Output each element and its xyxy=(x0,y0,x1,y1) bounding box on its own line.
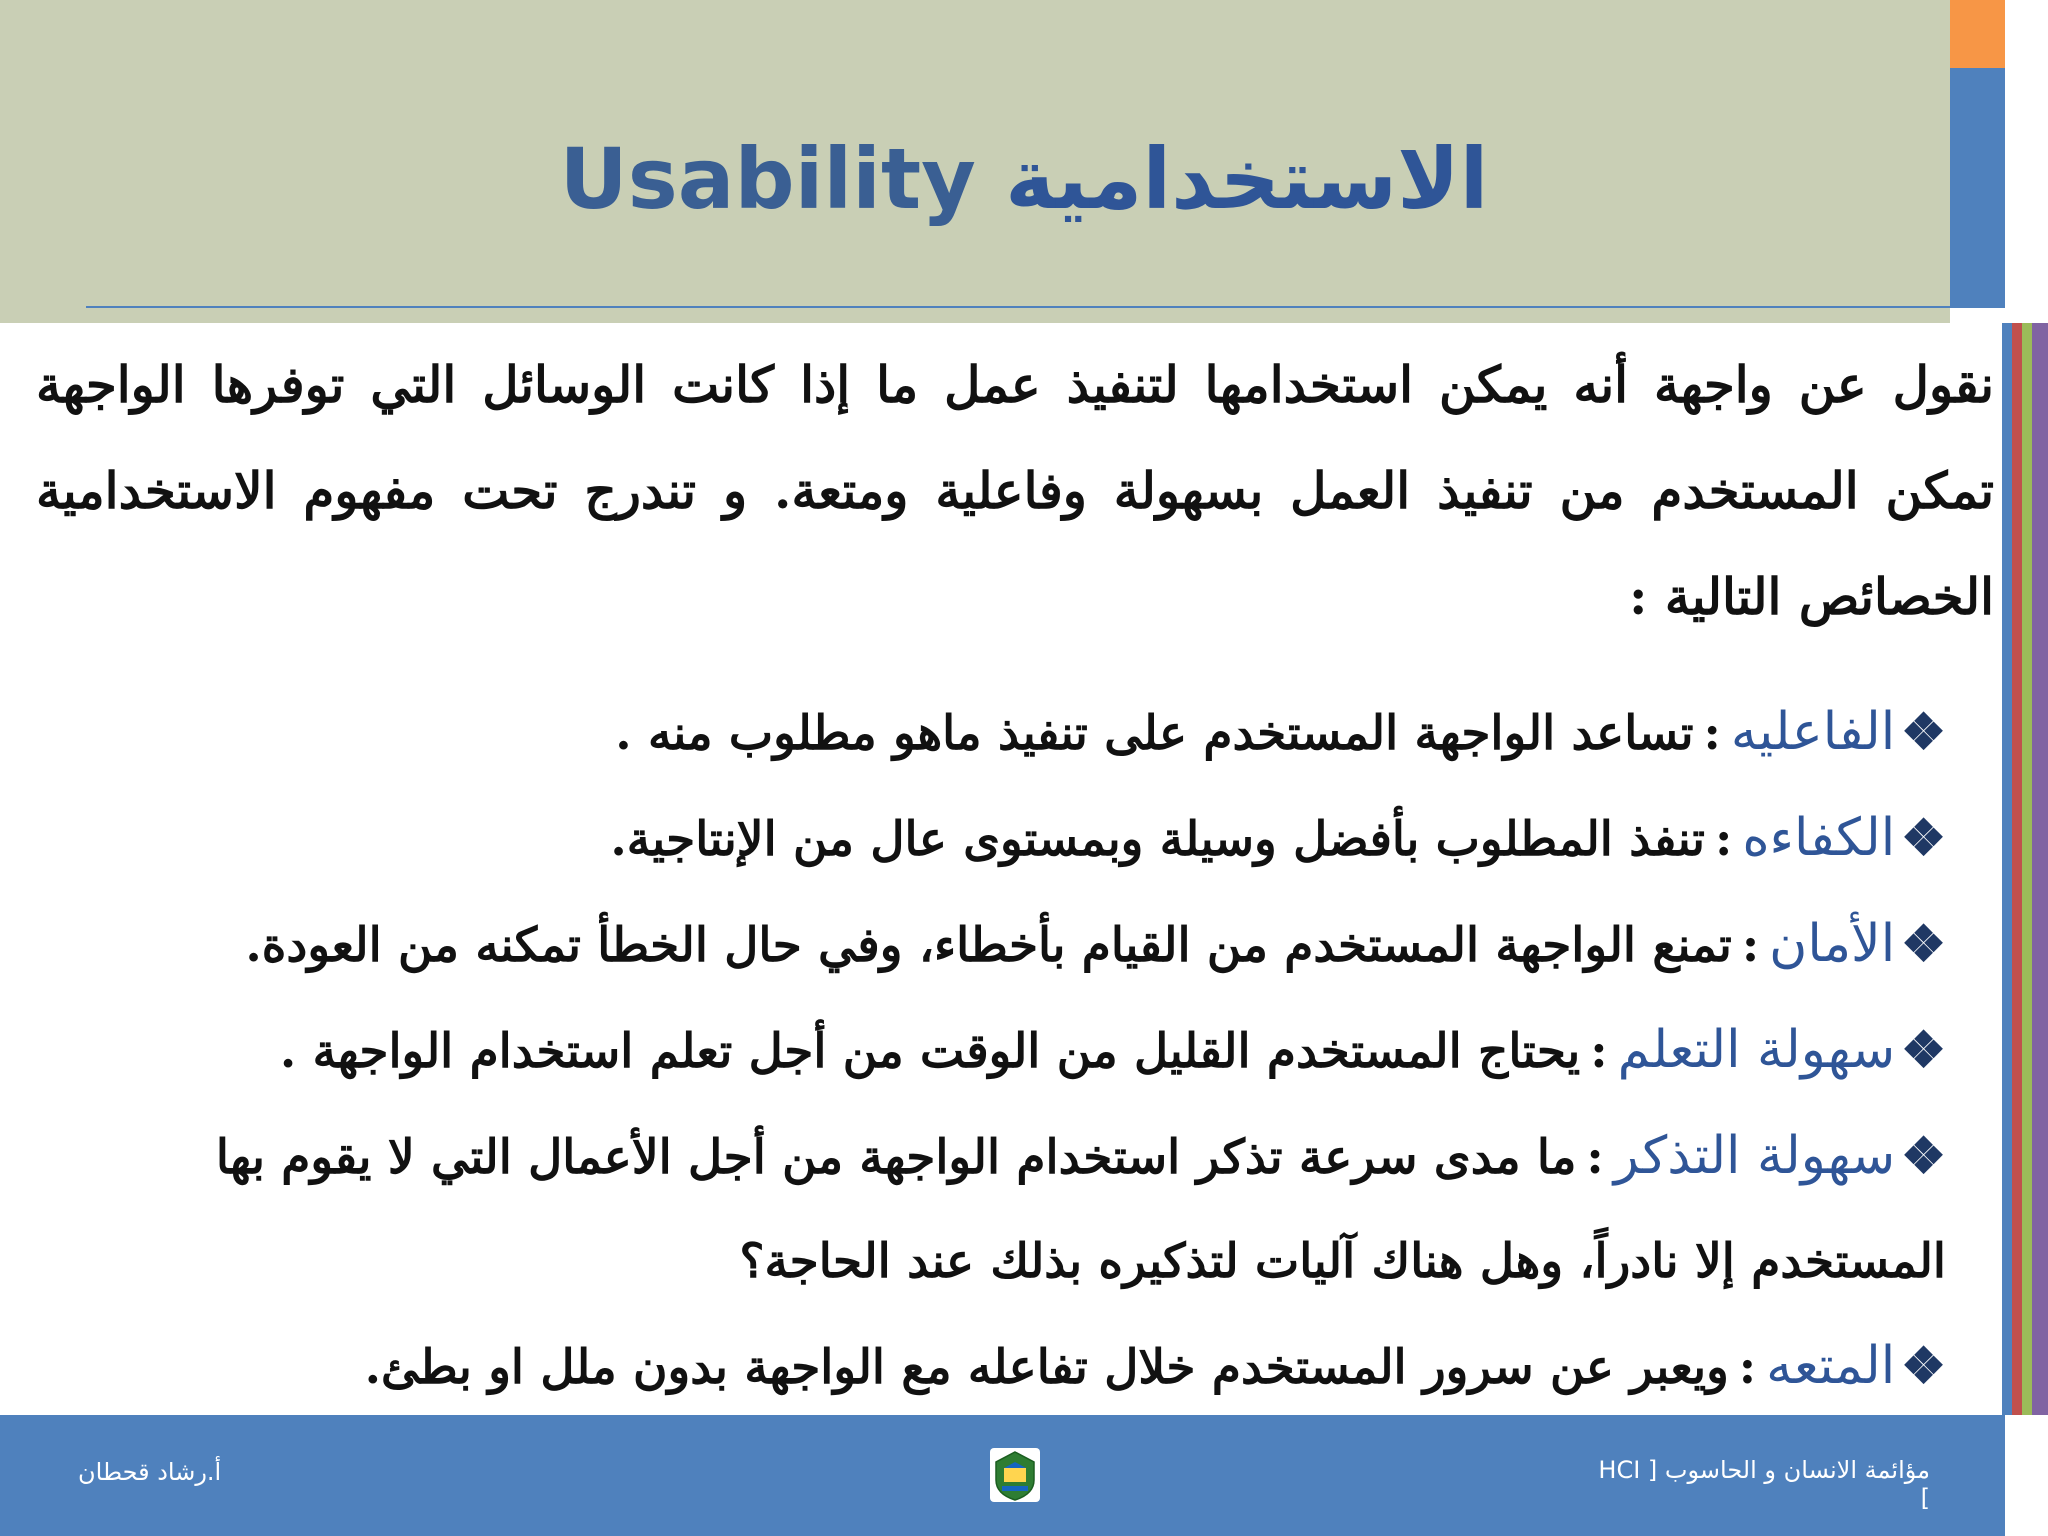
property-term: سهولة التذكر xyxy=(1613,1126,1896,1186)
side-stripe-blue xyxy=(2002,323,2012,1415)
header-divider xyxy=(86,306,1950,308)
term-separator: : xyxy=(1703,706,1721,761)
property-term: الأمان xyxy=(1769,914,1896,974)
property-description: ويعبر عن سرور المستخدم خلال تفاعله مع الواجهة بدون ملل او بطئ. xyxy=(364,1340,1729,1395)
slide-title-english: Usability xyxy=(559,130,976,228)
side-stripe-red xyxy=(2012,323,2022,1415)
term-separator: : xyxy=(1738,1340,1757,1395)
diamond-bullet-icon: ❖ xyxy=(1901,914,1946,973)
property-term: الفاعليه xyxy=(1730,702,1896,762)
footer-author: أ.رشاد قحطان xyxy=(78,1458,222,1486)
diamond-bullet-icon: ❖ xyxy=(1901,808,1946,867)
property-term: المتعه xyxy=(1766,1336,1896,1396)
property-description: تنفذ المطلوب بأفضل وسيلة وبمستوى عال من الإنتاجية. xyxy=(610,812,1705,867)
diamond-bullet-icon: ❖ xyxy=(1901,1020,1946,1079)
side-stripe-green xyxy=(2022,323,2032,1415)
property-description: تمنع الواجهة المستخدم من القيام بأخطاء، وفي حال الخطأ تمكنه من العودة. xyxy=(245,918,1732,973)
diamond-bullet-icon: ❖ xyxy=(1901,702,1946,761)
list-item xyxy=(36,892,1946,998)
accent-bar-orange xyxy=(1950,0,2005,68)
list-item xyxy=(36,1314,1946,1420)
usability-properties-list xyxy=(36,680,1946,1420)
diamond-bullet-icon: ❖ xyxy=(1901,1126,1946,1185)
property-term: سهولة التعلم xyxy=(1617,1020,1896,1080)
term-separator: : xyxy=(1741,918,1760,973)
term-separator: : xyxy=(1586,1130,1604,1185)
slide-title-arabic: الاستخدامية xyxy=(1005,130,1489,228)
university-logo-icon xyxy=(988,1446,1042,1504)
footer-course-title: مؤائمة الانسان و الحاسوب [ HCI ] xyxy=(1598,1456,1930,1512)
intro-paragraph: نقول عن واجهة أنه يمكن استخدامها لتنفيذ عمل ما إذا كانت الوسائل التي توفرها الواجهة تمكن المستخدم من تنفيذ العمل بسهولة وفاعلية ومتعة. و تندرج تحت مفهوم الاستخدامية الخصائص التالية : xyxy=(36,355,1994,626)
list-item xyxy=(36,786,1946,892)
term-separator: : xyxy=(1590,1024,1608,1079)
term-separator: : xyxy=(1714,812,1733,867)
property-description: يحتاج المستخدم القليل من الوقت من أجل تعلم استخدام الواجهة . xyxy=(279,1024,1581,1079)
property-term: الكفاءه xyxy=(1742,808,1896,868)
diamond-bullet-icon: ❖ xyxy=(1901,1336,1946,1395)
side-stripe-purple xyxy=(2032,323,2048,1415)
property-description: تساعد الواجهة المستخدم على تنفيذ ماهو مطلوب منه . xyxy=(615,706,1694,761)
slide-title xyxy=(0,130,2048,228)
list-item xyxy=(36,1104,1946,1314)
list-item xyxy=(36,998,1946,1104)
property-description: ما مدى سرعة تذكر استخدام الواجهة من أجل الأعمال التي لا يقوم بها المستخدم إلا نادراً، وهل هناك آليات لتذكيره بذلك عند الحاجة؟ xyxy=(215,1130,1946,1289)
list-item xyxy=(36,680,1946,786)
